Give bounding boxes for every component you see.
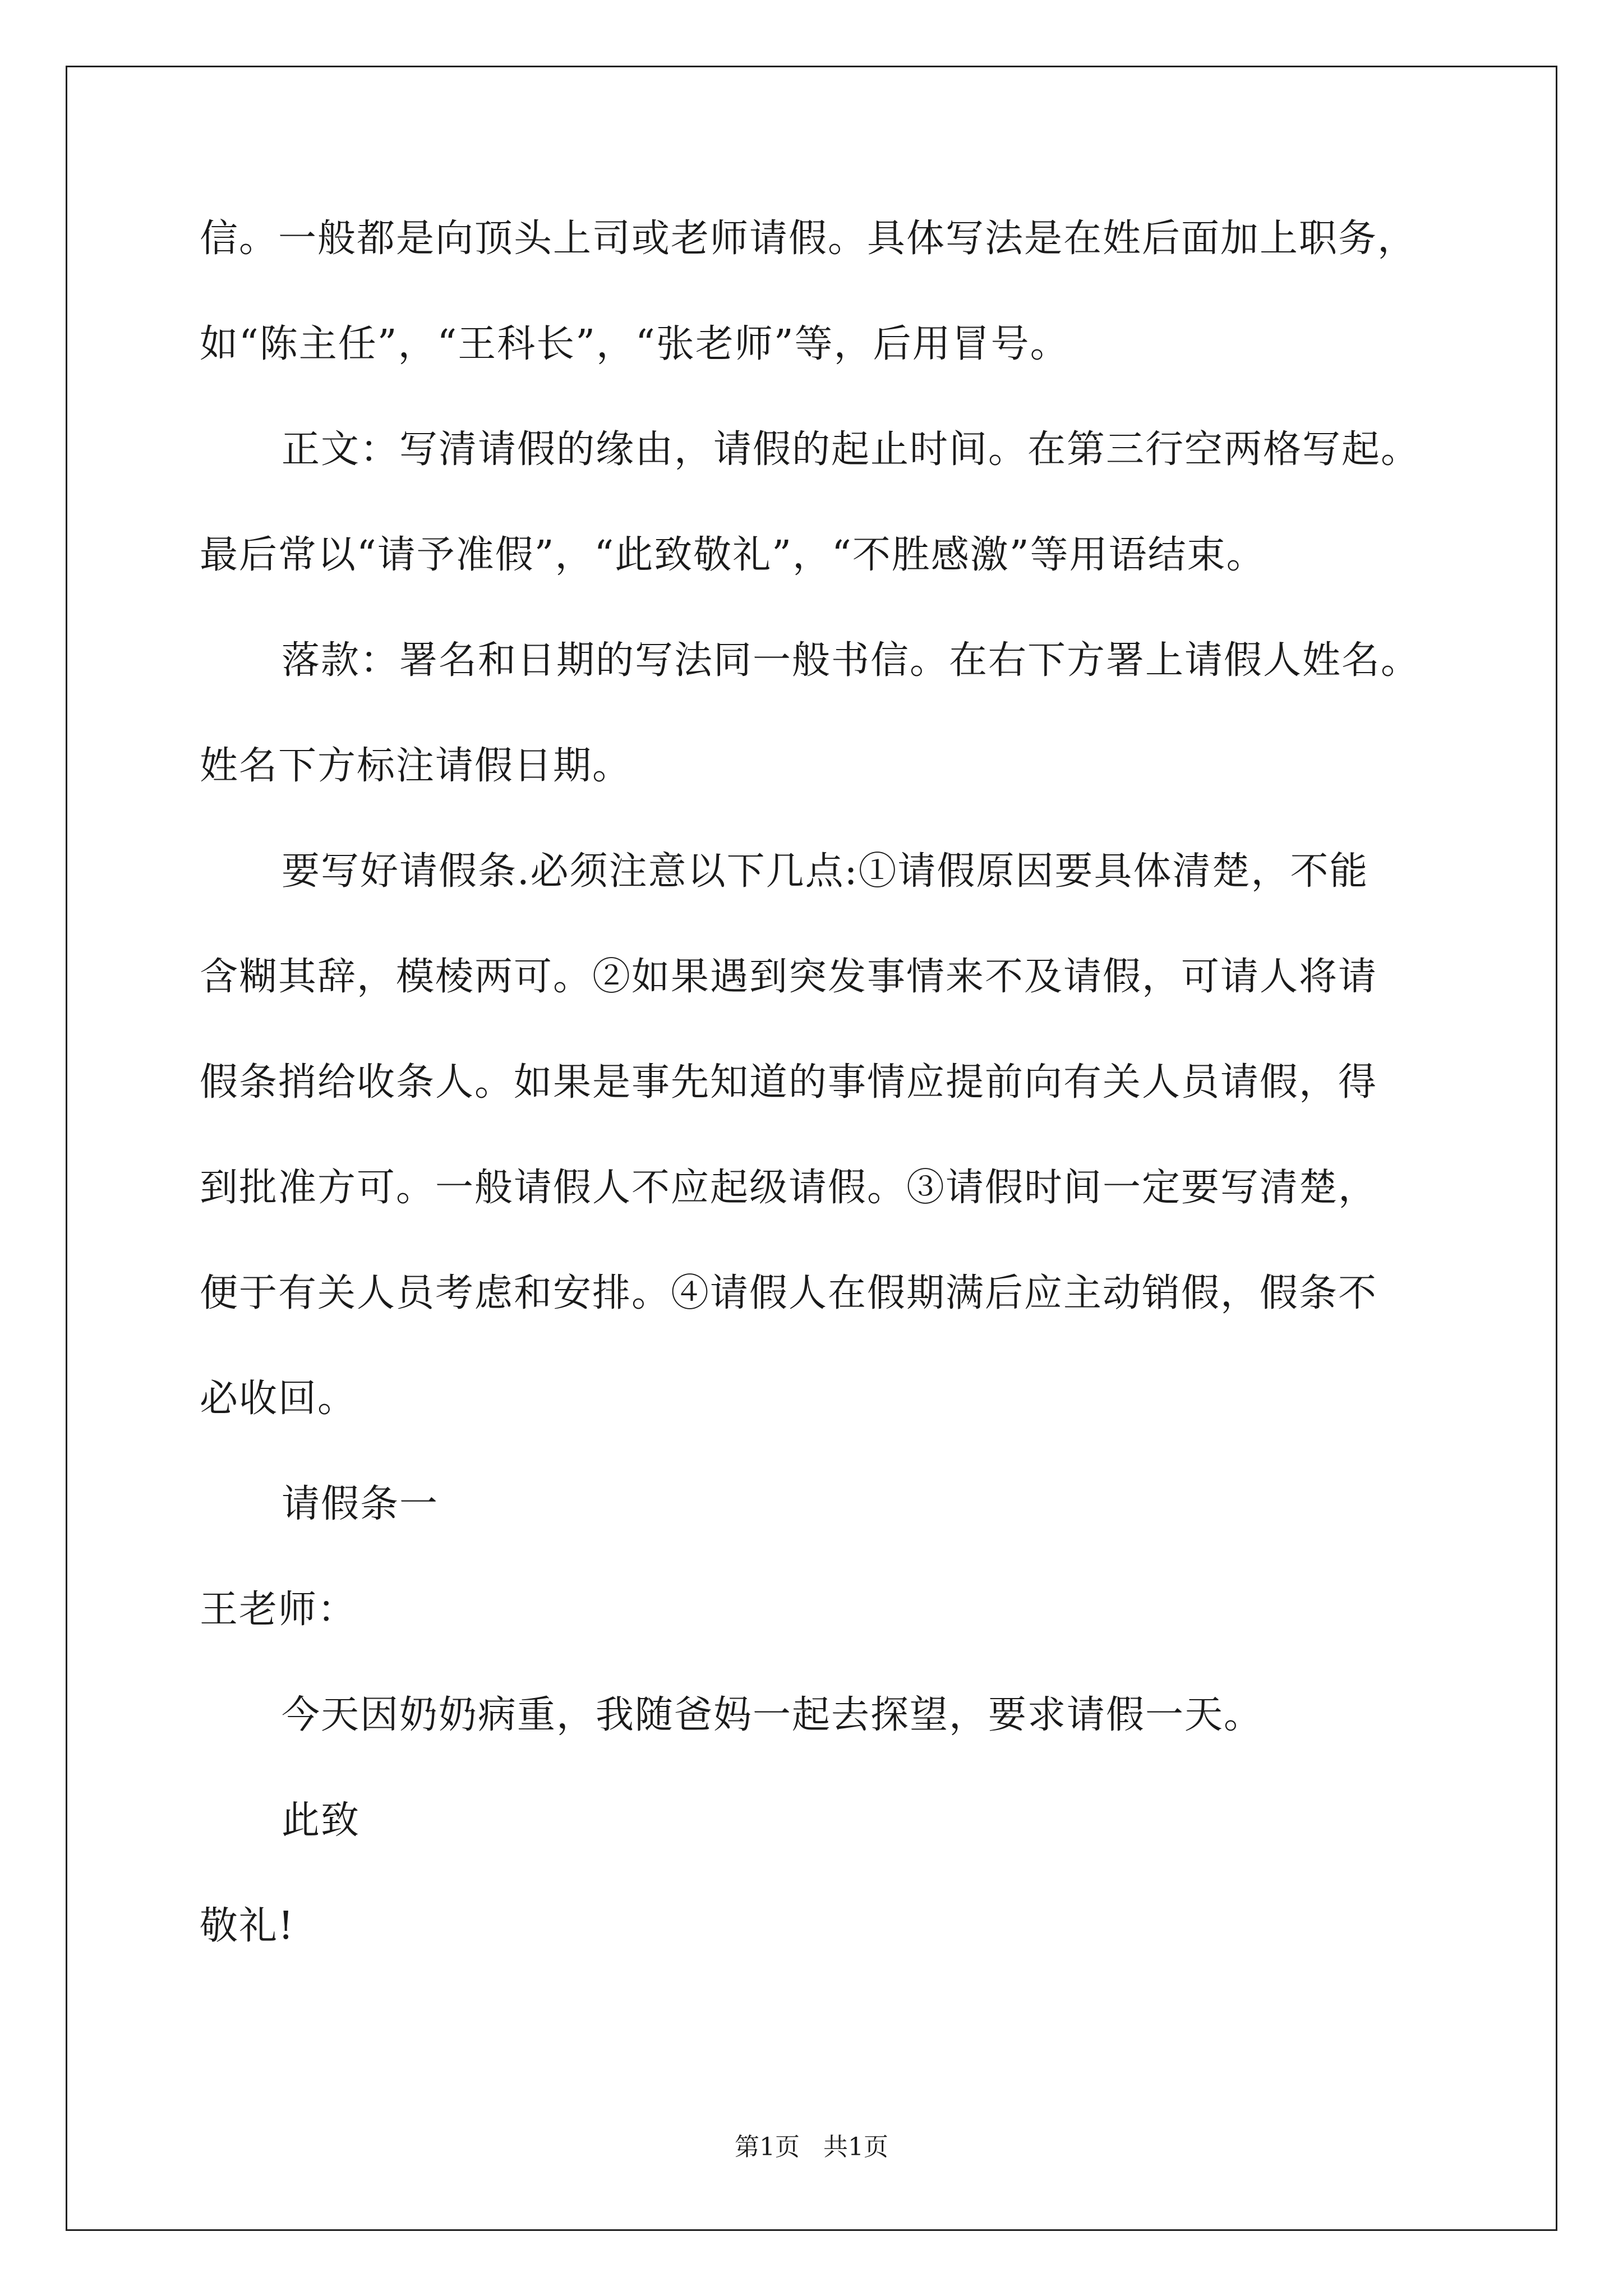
- paragraph-line: 到批准方可。一般请假人不应起级请假。③请假时间一定要写清楚，: [200, 1166, 1378, 1210]
- letter-salutation: 王老师：: [200, 1588, 357, 1632]
- paragraph-line: 含糊其辞，模棱两可。②如果遇到突发事情来不及请假，可请人将请: [200, 955, 1378, 999]
- paragraph-line: 落款：署名和日期的写法同一般书信。在右下方署上请假人姓名。: [282, 638, 1421, 683]
- paragraph-line: 最后常以“请予准假”，“此致敬礼”，“不胜感激”等用语结束。: [200, 533, 1266, 577]
- paragraph-line: 如“陈主任”，“王科长”，“张老师”等，后用冒号。: [200, 322, 1069, 366]
- paragraph-line: 信。一般都是向顶头上司或老师请假。具体写法是在姓后面加上职务，: [200, 217, 1417, 261]
- letter-body: 今天因奶奶病重，我随爸妈一起去探望，要求请假一天。: [282, 1693, 1264, 1737]
- letter-closing: 此致: [282, 1798, 361, 1843]
- paragraph-line: 正文：写清请假的缘由，请假的起止时间。在第三行空两格写起。: [282, 427, 1421, 472]
- paragraph-line: 必收回。: [200, 1377, 357, 1421]
- page-number-footer: 第1页 共1页: [735, 2133, 888, 2161]
- letter-regards: 敬礼!: [200, 1904, 295, 1948]
- letter-heading: 请假条一: [282, 1482, 439, 1526]
- paragraph-line: 要写好请假条.必须注意以下几点:①请假原因要具体清楚，不能: [282, 849, 1369, 894]
- paragraph-line: 便于有关人员考虑和安排。④请假人在假期满后应主动销假，假条不: [200, 1271, 1378, 1315]
- document-body: [200, 217, 1433, 2013]
- paragraph-line: 姓名下方标注请假日期。: [200, 744, 632, 788]
- paragraph-line: 假条捎给收条人。如果是事先知道的事情应提前向有关人员请假，得: [200, 1060, 1378, 1105]
